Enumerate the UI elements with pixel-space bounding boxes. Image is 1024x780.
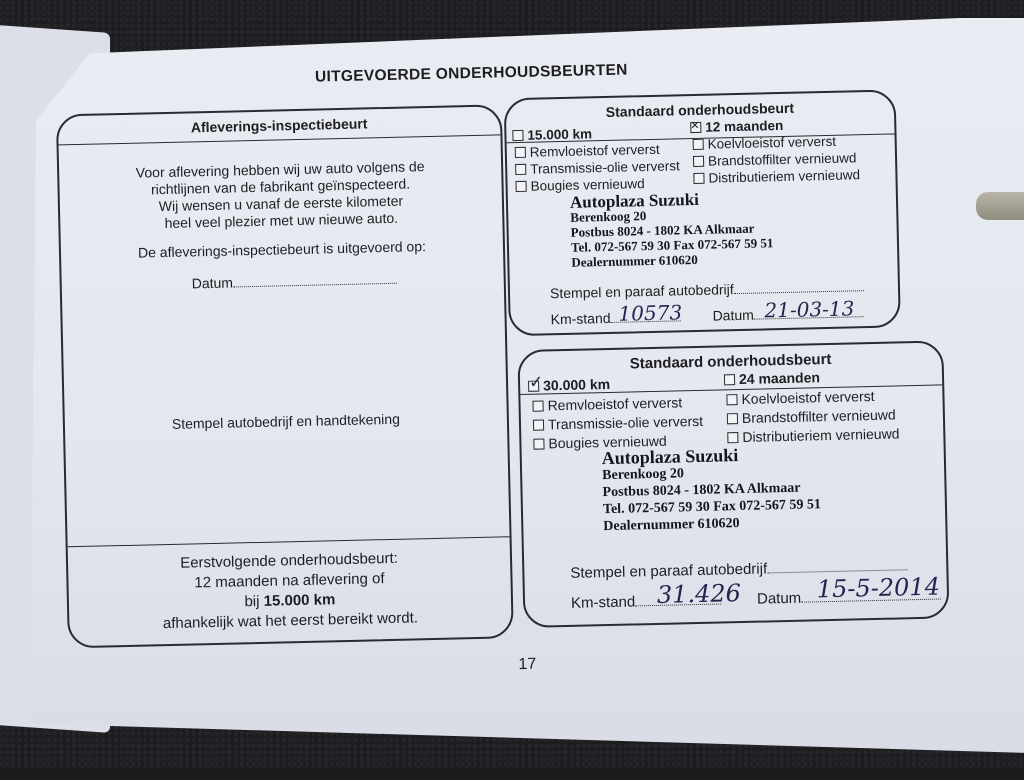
delivery-inspection-panel xyxy=(56,104,514,648)
service-title: Standaard onderhoudsbeurt xyxy=(629,350,832,373)
checkbox-icon[interactable] xyxy=(693,156,704,167)
task-item[interactable] xyxy=(532,394,682,413)
dealer-postbus: Postbus 8024 - 1802 KA Alkmaar xyxy=(570,220,755,240)
task-item[interactable] xyxy=(515,158,680,177)
dealer-phone: Tel. 072-567 59 30 Fax 072-567 59 51 xyxy=(570,235,774,255)
date-handwritten: 15-5-2014 xyxy=(816,572,941,604)
next-service-line: 12 maanden na aflevering of xyxy=(194,570,385,592)
sign-label: Stempel en paraaf autobedrijf xyxy=(549,281,734,302)
task-label: Bougies vernieuwd xyxy=(530,176,645,194)
next-service-line: afhankelijk wat het eerst bereikt wordt. xyxy=(162,609,419,633)
service-title: Standaard onderhoudsbeurt xyxy=(605,99,795,120)
service-15000-panel xyxy=(504,89,901,336)
delivery-inspection-title: Afleverings-inspectiebeurt xyxy=(190,115,368,136)
months-option-label: 12 maanden xyxy=(705,117,784,135)
checkbox-icon[interactable] xyxy=(515,164,526,175)
task-label: Bougies vernieuwd xyxy=(548,432,667,452)
date-label: Datum xyxy=(712,306,754,324)
task-label: Transmissie-olie ververst xyxy=(530,158,680,177)
sign-label: Stempel en paraaf autobedrijf xyxy=(570,560,768,582)
km-handwritten: 31.426 xyxy=(656,579,742,609)
task-label: Transmissie-olie ververst xyxy=(547,412,704,433)
page-heading: UITGEVOERDE ONDERHOUDSBEURTEN xyxy=(314,61,628,86)
intro-line: Voor aflevering hebben wij uw auto volgens de xyxy=(135,158,425,181)
task-label: Koelvloeistof ververst xyxy=(707,133,837,152)
next-service-km: 15.000 km xyxy=(263,591,336,610)
dealer-number: Dealernummer 610620 xyxy=(603,516,740,535)
task-item[interactable] xyxy=(693,150,857,169)
task-label: Koelvloeistof ververst xyxy=(741,387,875,407)
months-option[interactable] xyxy=(724,369,820,387)
dealer-street: Berenkoog 20 xyxy=(570,208,647,225)
task-label: Distributieriem vernieuwd xyxy=(708,167,861,186)
km-handwritten: 10573 xyxy=(618,300,683,326)
service-30000-panel xyxy=(517,340,949,628)
task-item[interactable] xyxy=(693,167,860,186)
km-option-label: 30.000 km xyxy=(542,375,611,394)
date-label: Datum xyxy=(756,589,802,608)
task-item[interactable] xyxy=(533,413,703,433)
inspection-done-text: De afleverings-inspectiebeurt is uitgevoerd op: xyxy=(137,238,427,261)
next-service-divider xyxy=(68,536,510,547)
km-label: Km-stand xyxy=(570,593,636,612)
next-service-note xyxy=(68,546,512,636)
km-label: Km-stand xyxy=(550,309,611,328)
checkbox-icon[interactable] xyxy=(727,413,738,424)
task-label: Remvloeistof ververst xyxy=(547,394,683,414)
next-service-line: Eerstvolgende onderhoudsbeurt: xyxy=(180,549,399,572)
task-label: Remvloeistof ververst xyxy=(529,141,660,160)
task-item[interactable] xyxy=(693,134,837,152)
date-label: Datum xyxy=(191,274,234,292)
months-option[interactable] xyxy=(690,118,783,135)
km-option[interactable] xyxy=(528,376,610,394)
checkbox-icon[interactable] xyxy=(724,374,735,385)
next-service-prefix: bij xyxy=(244,592,264,611)
sign-line xyxy=(734,280,864,294)
sign-line xyxy=(767,559,907,573)
date-line xyxy=(233,273,397,288)
task-item[interactable] xyxy=(727,425,899,445)
checkbox-icon[interactable] xyxy=(533,438,544,449)
task-item[interactable] xyxy=(726,388,874,407)
checkbox-icon[interactable] xyxy=(693,173,704,184)
checked-checkbox-icon[interactable] xyxy=(528,380,539,391)
km-option-label: 15.000 km xyxy=(527,126,593,143)
checkbox-icon[interactable] xyxy=(693,139,704,150)
checkbox-icon[interactable] xyxy=(532,400,543,411)
dealer-street: Berenkoog 20 xyxy=(602,466,685,484)
intro-line: Wij wensen u vanaf de eerste kilometer xyxy=(158,192,404,215)
task-label: Brandstoffilter vernieuwd xyxy=(741,406,896,426)
page-number: 17 xyxy=(518,655,537,674)
checkbox-icon[interactable] xyxy=(515,147,526,158)
dealer-postbus: Postbus 8024 - 1802 KA Alkmaar xyxy=(602,480,801,501)
task-label: Distributieriem vernieuwd xyxy=(742,425,900,445)
task-item[interactable] xyxy=(727,406,896,426)
checkbox-icon[interactable] xyxy=(512,130,523,141)
dealer-name: Autoplaza Suzuki xyxy=(601,445,739,469)
checkbox-icon[interactable] xyxy=(515,181,526,192)
stamp-signature-label: Stempel autobedrijf en handtekening xyxy=(171,410,401,432)
task-item[interactable] xyxy=(515,142,660,160)
dealer-phone: Tel. 072-567 59 30 Fax 072-567 59 51 xyxy=(602,497,822,518)
dealer-name: Autoplaza Suzuki xyxy=(569,189,700,212)
task-label: Brandstoffilter vernieuwd xyxy=(707,150,857,169)
checked-checkbox-icon[interactable] xyxy=(690,122,701,133)
dealer-number: Dealernummer 610620 xyxy=(571,251,698,270)
checkbox-icon[interactable] xyxy=(726,394,737,405)
delivery-intro xyxy=(59,156,502,234)
intro-line: richtlijnen van de fabrikant geïnspecteerd. xyxy=(150,175,411,198)
months-option-label: 24 maanden xyxy=(738,369,821,388)
intro-line: heel veel plezier met uw nieuwe auto. xyxy=(164,209,399,232)
checkbox-icon[interactable] xyxy=(727,432,738,443)
checkbox-icon[interactable] xyxy=(533,419,544,430)
date-field[interactable] xyxy=(192,271,398,292)
dealer-stamp xyxy=(602,445,822,535)
date-handwritten: 21-03-13 xyxy=(764,296,855,323)
dealer-stamp xyxy=(570,190,774,270)
